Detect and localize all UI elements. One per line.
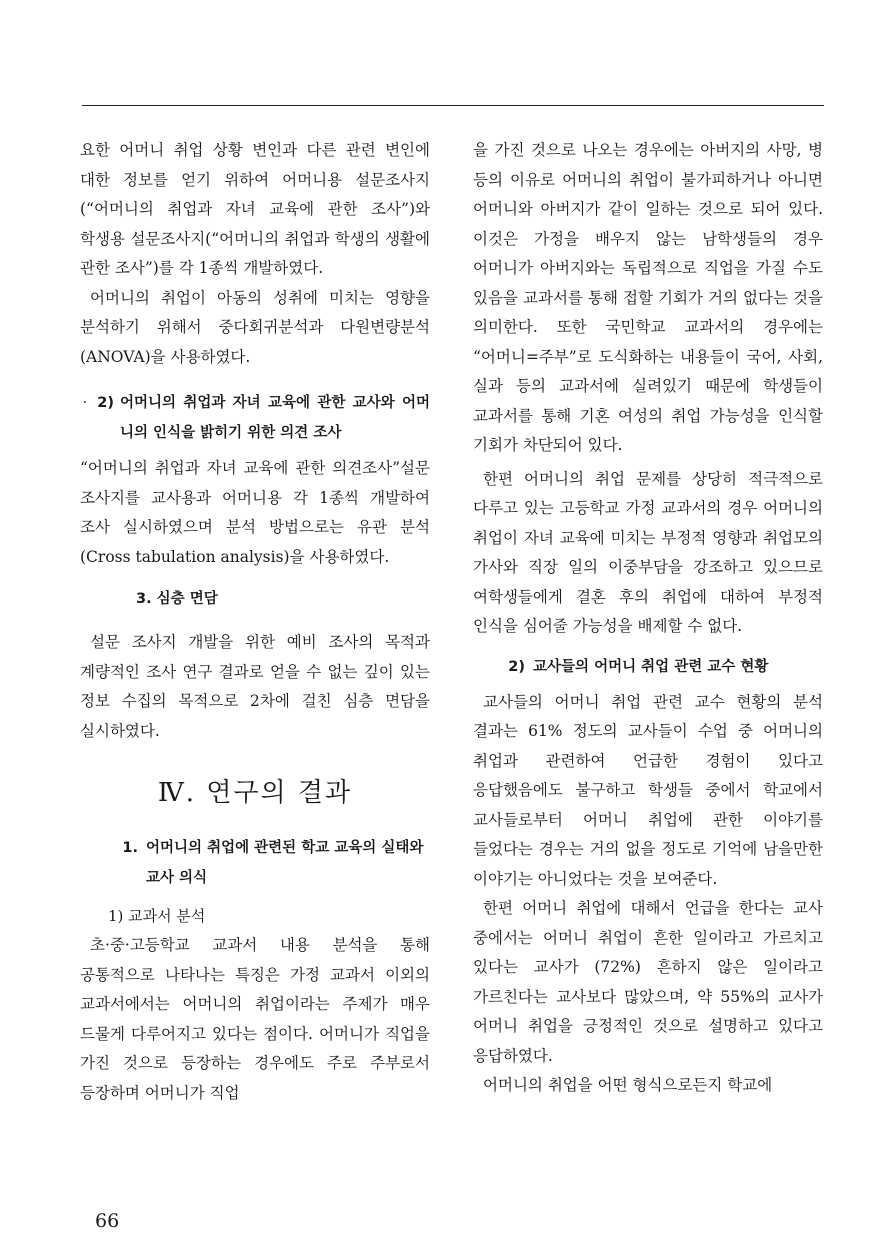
- heading-text: 교사들의 어머니 취업 관련 교수 현황: [533, 658, 769, 675]
- section-heading: [473, 652, 823, 682]
- heading-number: 2): [508, 658, 525, 675]
- paragraph: 요한 어머니 취업 상황 변인과 다른 관련 변인에 대한 정보를 얻기 위하여 어머니용 설문조사지(“어머니의 취업과 자녀 교육에 관한 조사”)와 학생용 설문조사지(“어머니의 취업과 학생의 생활에 관한 조사”)를 각 1종씩 개발하였다.: [80, 141, 430, 277]
- heading-number: 1.: [122, 840, 138, 856]
- chapter-title: Ⅳ. 연구의 결과: [157, 778, 353, 808]
- page-number: 66: [95, 1210, 120, 1232]
- paragraph: 초·중·고등학교 교과서 내용 분석을 통해 공통적으로 나타나는 특징은 가정 교과서 이외의 교과서에서는 어머니의 취업이라는 주제가 매우 드물게 다루어지고 있다는 점이다. 어머니가 직업을 가진 것으로 등장하는 경우에도 주로 주부로서 등장하며 어머니가 직업: [80, 936, 430, 1102]
- paragraph: 을 가진 것으로 나오는 경우에는 아버지의 사망, 병 등의 이유로 어머니의 취업이 불가피하거나 아니면 어머니와 아버지가 같이 일하는 것으로 되어 있다. 이것은 가정을 배우지 않는 남학생들의 경우 어머니가 아버지와는 독립적으로 직업을 가질 수도 있음을 교과서를 통해 접할 기회가 거의 없다는 것을 의미한다. 또한 국민학교 교과서의 경우에는 “어머니=주부”로 도식화하는 내용들이 국어, 사회, 실과 등의 교과서에 실려있기 때문에 학생들이 교과서를 통해 기혼 여성의 취업 가능성을 인식할 기회가 차단되어 있다.: [473, 141, 823, 454]
- paragraph: 한편 어머니의 취업 문제를 상당히 적극적으로 다루고 있는 고등학교 가정 교과서의 경우 어머니의 취업이 자녀 교육에 미치는 부정적 영향과 취업모의 가사와 직장 일의 이중부담을 강조하고 있으므로 여학생들에게 결혼 후의 취업에 대하여 부정적 인식을 심어줄 가능성을 배제할 수 없다.: [473, 469, 823, 635]
- section-heading: [80, 388, 430, 448]
- heading-number: · 2): [82, 395, 114, 411]
- subsection-heading: 1) 교과서 분석: [108, 907, 206, 925]
- section-heading: 3. 심층 면담: [136, 591, 218, 607]
- paragraph: 교사들의 어머니 취업 관련 교수 현황의 분석 결과는 61% 정도의 교사들이 수업 중 어머니의 취업과 관련하여 언급한 경험이 있다고 응답했음에도 불구하고 학생들 중에서 학교에서 교사들로부터 어머니 취업에 관한 이야기를 들었다는 경우는 거의 없을 정도로 기억에 남을만한 이야기는 아니었다는 것을 보여준다.: [473, 692, 823, 888]
- left-column: [80, 136, 430, 1108]
- paragraph: 어머니의 취업이 아동의 성취에 미치는 영향을 분석하기 위해서 중다회귀분석과 다원변량분석(ANOVA)을 사용하였다.: [80, 288, 430, 366]
- heading-text: 어머니의 취업에 관련된 학교 교육의 실태와 교사 의식: [146, 840, 424, 886]
- paragraph: 어머니의 취업을 어떤 형식으로든지 학교에: [483, 1076, 773, 1094]
- paragraph: 설문 조사지 개발을 위한 예비 조사의 목적과 계량적인 조사 연구 결과로 얻을 수 없는 깊이 있는 정보 수집의 목적으로 2차에 걸친 심층 면담을 실시하였다.: [80, 633, 430, 740]
- right-column: [473, 136, 823, 1101]
- heading-text: 어머니의 취업과 자녀 교육에 관한 교사와 어머니의 인식을 밝히기 위한 의견 조사: [120, 395, 430, 441]
- paragraph: 한편 어머니 취업에 대해서 언급을 한다는 교사 중에서는 어머니 취업이 흔한 일이라고 가르치고 있다는 교사가 (72%) 흔하지 않은 일이라고 가르친다는 교사보다 많았으며, 약 55%의 교사가 어머니 취업을 긍정적인 것으로 설명하고 있다고 응답하였다.: [473, 899, 823, 1065]
- header-rule: [82, 105, 824, 106]
- section-heading: [80, 833, 430, 893]
- paragraph: “어머니의 취업과 자녀 교육에 관한 의견조사”설문 조사지를 교사용과 어머니용 각 1종씩 개발하여 조사 실시하였으며 분석 방법으로는 유관 분석(Cross tabulation analysis)을 사용하였다.: [80, 459, 430, 566]
